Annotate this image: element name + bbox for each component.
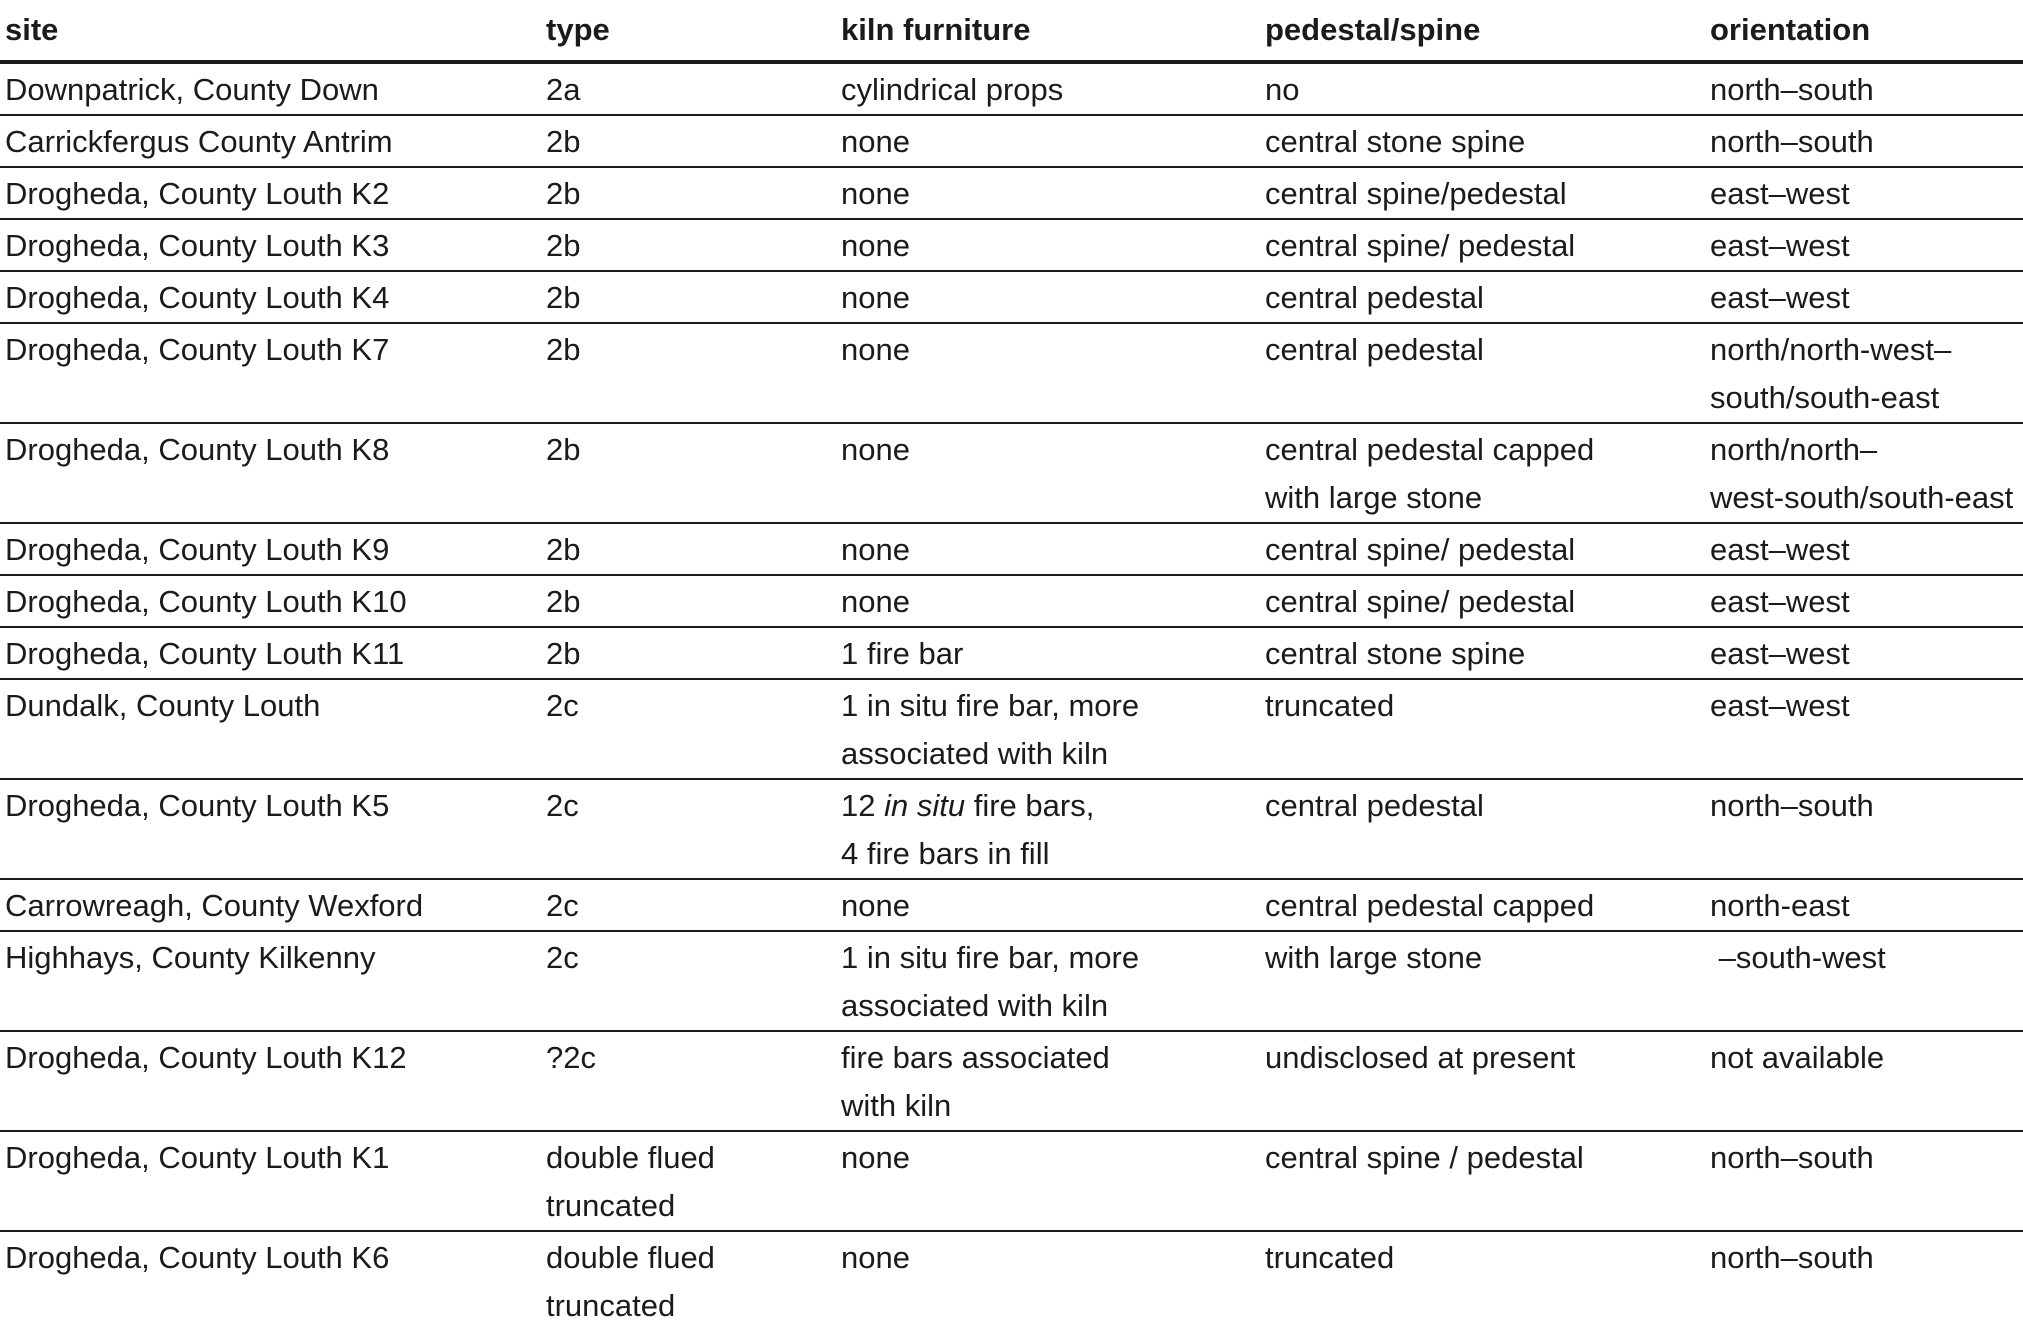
cell-line bbox=[1265, 118, 1710, 166]
cell-line bbox=[841, 730, 1265, 778]
cell-line bbox=[5, 326, 546, 374]
cell-line bbox=[841, 326, 1265, 374]
cell-text: central pedestal capped bbox=[1265, 888, 1595, 923]
cell-pedestal bbox=[1265, 879, 1710, 931]
table-row bbox=[0, 931, 2023, 1031]
cell-line bbox=[1265, 426, 1710, 474]
cell-text: Drogheda, County Louth K1 bbox=[5, 1140, 390, 1175]
cell-orientation bbox=[1710, 779, 2023, 879]
cell-orientation bbox=[1710, 679, 2023, 779]
cell-text: central spine / pedestal bbox=[1265, 1140, 1584, 1175]
cell-line bbox=[5, 66, 546, 114]
cell-text: none bbox=[841, 888, 910, 923]
cell-type bbox=[546, 523, 841, 575]
cell-site bbox=[0, 523, 546, 575]
cell-line bbox=[1710, 526, 2023, 574]
cell-line bbox=[5, 682, 546, 730]
cell-line bbox=[546, 1282, 841, 1330]
cell-type bbox=[546, 779, 841, 879]
cell-line bbox=[841, 982, 1265, 1030]
cell-line bbox=[5, 426, 546, 474]
column-header-pedestal: pedestal/spine bbox=[1265, 0, 1710, 62]
cell-kiln bbox=[841, 1231, 1265, 1331]
cell-line bbox=[546, 782, 841, 830]
cell-line bbox=[546, 66, 841, 114]
table-body bbox=[0, 62, 2023, 1331]
cell-text: central pedestal bbox=[1265, 332, 1484, 367]
cell-text: south/south-east bbox=[1710, 380, 1940, 415]
cell-text: east–west bbox=[1710, 532, 1850, 567]
cell-pedestal bbox=[1265, 1031, 1710, 1131]
cell-text: with kiln bbox=[841, 1088, 952, 1123]
table-row bbox=[0, 1131, 2023, 1231]
cell-text: west-south/south-east bbox=[1710, 480, 2014, 515]
cell-text: 2a bbox=[546, 72, 581, 107]
cell-kiln bbox=[841, 879, 1265, 931]
cell-kiln bbox=[841, 931, 1265, 1031]
cell-pedestal bbox=[1265, 115, 1710, 167]
cell-line bbox=[841, 630, 1265, 678]
cell-line bbox=[5, 578, 546, 626]
cell-line bbox=[841, 526, 1265, 574]
cell-line bbox=[5, 274, 546, 322]
cell-site bbox=[0, 323, 546, 423]
table-row bbox=[0, 575, 2023, 627]
cell-text: Drogheda, County Louth K10 bbox=[5, 584, 407, 619]
cell-text: 2b bbox=[546, 636, 581, 671]
cell-line bbox=[5, 170, 546, 218]
cell-text: none bbox=[841, 332, 910, 367]
cell-type bbox=[546, 679, 841, 779]
cell-text: north–south bbox=[1710, 124, 1874, 159]
cell-line bbox=[546, 1034, 841, 1082]
cell-text: none bbox=[841, 532, 910, 567]
cell-line bbox=[1710, 374, 2023, 422]
cell-text: none bbox=[841, 228, 910, 263]
cell-orientation bbox=[1710, 115, 2023, 167]
cell-text: truncated bbox=[546, 1188, 676, 1223]
cell-text: none bbox=[841, 1140, 910, 1175]
cell-text: not available bbox=[1710, 1040, 1885, 1075]
cell-text: 1 in situ fire bar, more bbox=[841, 940, 1140, 975]
cell-text: Drogheda, County Louth K8 bbox=[5, 432, 390, 467]
cell-text: 1 fire bar bbox=[841, 636, 964, 671]
cell-text: east–west bbox=[1710, 584, 1850, 619]
cell-site bbox=[0, 627, 546, 679]
cell-line bbox=[5, 934, 546, 982]
cell-text: truncated bbox=[546, 1288, 676, 1323]
cell-line bbox=[1265, 682, 1710, 730]
cell-kiln bbox=[841, 219, 1265, 271]
cell-line bbox=[841, 830, 1265, 878]
cell-text: 2c bbox=[546, 688, 579, 723]
cell-pedestal bbox=[1265, 323, 1710, 423]
cell-text: north–south bbox=[1710, 788, 1874, 823]
cell-text: Carrickfergus County Antrim bbox=[5, 124, 393, 159]
cell-pedestal bbox=[1265, 575, 1710, 627]
cell-text: with large stone bbox=[1265, 940, 1483, 975]
cell-line bbox=[5, 526, 546, 574]
cell-text: 1 in situ fire bar, more bbox=[841, 688, 1140, 723]
cell-type bbox=[546, 575, 841, 627]
cell-text: none bbox=[841, 176, 910, 211]
cell-site bbox=[0, 1031, 546, 1131]
table-header-row bbox=[0, 0, 2023, 62]
cell-orientation bbox=[1710, 523, 2023, 575]
cell-line bbox=[1265, 1134, 1710, 1182]
cell-line bbox=[841, 934, 1265, 982]
cell-type bbox=[546, 931, 841, 1031]
cell-kiln bbox=[841, 523, 1265, 575]
cell-text: east–west bbox=[1710, 688, 1850, 723]
cell-line bbox=[546, 170, 841, 218]
cell-line bbox=[5, 1234, 546, 1282]
cell-line bbox=[5, 1034, 546, 1082]
cell-text: 4 fire bars in fill bbox=[841, 836, 1050, 871]
table-row bbox=[0, 523, 2023, 575]
cell-line bbox=[1710, 682, 2023, 730]
cell-line bbox=[841, 782, 1265, 830]
table-row bbox=[0, 115, 2023, 167]
cell-line bbox=[546, 1182, 841, 1230]
cell-site bbox=[0, 62, 546, 115]
cell-text: 2b bbox=[546, 584, 581, 619]
cell-line bbox=[841, 66, 1265, 114]
cell-line bbox=[546, 630, 841, 678]
cell-orientation bbox=[1710, 62, 2023, 115]
cell-text: east–west bbox=[1710, 636, 1850, 671]
cell-text: Downpatrick, County Down bbox=[5, 72, 379, 107]
cell-text: undisclosed at present bbox=[1265, 1040, 1576, 1075]
cell-line bbox=[841, 274, 1265, 322]
cell-kiln bbox=[841, 679, 1265, 779]
cell-line bbox=[1710, 934, 2023, 982]
cell-pedestal bbox=[1265, 1131, 1710, 1231]
cell-text: central pedestal capped bbox=[1265, 432, 1595, 467]
cell-line bbox=[1710, 118, 2023, 166]
cell-line bbox=[5, 222, 546, 270]
cell-line bbox=[1265, 578, 1710, 626]
cell-text: 2b bbox=[546, 432, 581, 467]
cell-type bbox=[546, 423, 841, 523]
cell-text: fire bars associated bbox=[841, 1040, 1110, 1075]
cell-site bbox=[0, 575, 546, 627]
cell-text: truncated bbox=[1265, 688, 1395, 723]
cell-orientation bbox=[1710, 931, 2023, 1031]
cell-text: Carrowreagh, County Wexford bbox=[5, 888, 424, 923]
cell-text: east–west bbox=[1710, 228, 1850, 263]
cell-site bbox=[0, 1231, 546, 1331]
cell-type bbox=[546, 271, 841, 323]
cell-text: central pedestal bbox=[1265, 788, 1484, 823]
cell-pedestal bbox=[1265, 779, 1710, 879]
cell-text: Drogheda, County Louth K11 bbox=[5, 636, 405, 671]
cell-site bbox=[0, 271, 546, 323]
cell-pedestal bbox=[1265, 1231, 1710, 1331]
cell-line bbox=[5, 882, 546, 930]
cell-pedestal bbox=[1265, 679, 1710, 779]
cell-line bbox=[841, 682, 1265, 730]
cell-site bbox=[0, 931, 546, 1031]
cell-line bbox=[546, 882, 841, 930]
cell-line bbox=[1265, 66, 1710, 114]
cell-site bbox=[0, 423, 546, 523]
table-row bbox=[0, 219, 2023, 271]
cell-text: north/north-west– bbox=[1710, 332, 1952, 367]
cell-text: none bbox=[841, 124, 910, 159]
cell-site bbox=[0, 779, 546, 879]
cell-pedestal bbox=[1265, 271, 1710, 323]
cell-text: north–south bbox=[1710, 1240, 1874, 1275]
cell-orientation bbox=[1710, 219, 2023, 271]
cell-site bbox=[0, 879, 546, 931]
cell-line bbox=[1710, 782, 2023, 830]
cell-text: truncated bbox=[1265, 1240, 1395, 1275]
cell-orientation bbox=[1710, 1231, 2023, 1331]
cell-line bbox=[1265, 474, 1710, 522]
cell-text: central stone spine bbox=[1265, 636, 1526, 671]
cell-text: 2c bbox=[546, 940, 579, 975]
cell-line bbox=[1710, 170, 2023, 218]
cell-kiln bbox=[841, 575, 1265, 627]
cell-type bbox=[546, 62, 841, 115]
cell-line bbox=[1710, 882, 2023, 930]
cell-pedestal bbox=[1265, 523, 1710, 575]
cell-orientation bbox=[1710, 323, 2023, 423]
cell-kiln bbox=[841, 167, 1265, 219]
cell-text: north–south bbox=[1710, 1140, 1874, 1175]
cell-site bbox=[0, 219, 546, 271]
cell-line bbox=[841, 222, 1265, 270]
cell-text: cylindrical props bbox=[841, 72, 1064, 107]
cell-line bbox=[1265, 222, 1710, 270]
cell-type bbox=[546, 167, 841, 219]
cell-type bbox=[546, 879, 841, 931]
cell-line bbox=[1710, 222, 2023, 270]
cell-line bbox=[546, 274, 841, 322]
cell-line bbox=[546, 578, 841, 626]
cell-line bbox=[841, 1082, 1265, 1130]
cell-line bbox=[1265, 326, 1710, 374]
column-header-kiln: kiln furniture bbox=[841, 0, 1265, 62]
table-row bbox=[0, 627, 2023, 679]
cell-text: 2b bbox=[546, 176, 581, 211]
cell-line bbox=[841, 1234, 1265, 1282]
table-row bbox=[0, 323, 2023, 423]
cell-orientation bbox=[1710, 271, 2023, 323]
cell-text: Drogheda, County Louth K4 bbox=[5, 280, 390, 315]
cell-text: Drogheda, County Louth K6 bbox=[5, 1240, 390, 1275]
cell-text: double flued bbox=[546, 1140, 715, 1175]
cell-type bbox=[546, 1031, 841, 1131]
cell-kiln bbox=[841, 115, 1265, 167]
cell-line bbox=[1710, 630, 2023, 678]
cell-line bbox=[1265, 882, 1710, 930]
cell-line bbox=[1710, 474, 2023, 522]
cell-orientation bbox=[1710, 167, 2023, 219]
cell-line bbox=[546, 426, 841, 474]
cell-text: central spine/ pedestal bbox=[1265, 584, 1576, 619]
cell-line bbox=[841, 1034, 1265, 1082]
cell-site bbox=[0, 167, 546, 219]
cell-text: 2c bbox=[546, 888, 579, 923]
cell-line bbox=[1710, 326, 2023, 374]
table-row bbox=[0, 1031, 2023, 1131]
cell-line bbox=[841, 170, 1265, 218]
cell-text: no bbox=[1265, 72, 1300, 107]
cell-orientation bbox=[1710, 1131, 2023, 1231]
cell-text: 12 bbox=[841, 788, 885, 823]
cell-text: 2b bbox=[546, 280, 581, 315]
cell-text: none bbox=[841, 584, 910, 619]
cell-line bbox=[1710, 426, 2023, 474]
cell-line bbox=[1265, 1034, 1710, 1082]
cell-line bbox=[1265, 274, 1710, 322]
cell-line bbox=[5, 782, 546, 830]
cell-text: 2b bbox=[546, 332, 581, 367]
cell-line bbox=[546, 682, 841, 730]
table-row bbox=[0, 1231, 2023, 1331]
cell-line bbox=[1710, 274, 2023, 322]
cell-line bbox=[841, 882, 1265, 930]
cell-line bbox=[841, 578, 1265, 626]
cell-line bbox=[546, 222, 841, 270]
cell-line bbox=[546, 1134, 841, 1182]
column-header-type: type bbox=[546, 0, 841, 62]
cell-text: Dundalk, County Louth bbox=[5, 688, 321, 723]
cell-text: Drogheda, County Louth K2 bbox=[5, 176, 390, 211]
cell-site bbox=[0, 1131, 546, 1231]
cell-pedestal bbox=[1265, 167, 1710, 219]
table-row bbox=[0, 62, 2023, 115]
cell-text: fire bars, bbox=[965, 788, 1095, 823]
cell-line bbox=[1710, 1134, 2023, 1182]
cell-line bbox=[1265, 526, 1710, 574]
cell-line bbox=[546, 526, 841, 574]
cell-text: central spine/ pedestal bbox=[1265, 228, 1576, 263]
cell-text: 2c bbox=[546, 788, 579, 823]
table-row bbox=[0, 879, 2023, 931]
cell-text: –south-west bbox=[1710, 940, 1886, 975]
cell-pedestal bbox=[1265, 931, 1710, 1031]
cell-line bbox=[5, 630, 546, 678]
cell-text: north-east bbox=[1710, 888, 1850, 923]
cell-line bbox=[546, 326, 841, 374]
cell-text: central pedestal bbox=[1265, 280, 1484, 315]
cell-orientation bbox=[1710, 575, 2023, 627]
cell-orientation bbox=[1710, 879, 2023, 931]
table-row bbox=[0, 423, 2023, 523]
table-row bbox=[0, 679, 2023, 779]
cell-pedestal bbox=[1265, 423, 1710, 523]
cell-text: east–west bbox=[1710, 280, 1850, 315]
cell-kiln bbox=[841, 423, 1265, 523]
cell-text: 2b bbox=[546, 228, 581, 263]
cell-text: central spine/ pedestal bbox=[1265, 532, 1576, 567]
cell-line bbox=[1265, 170, 1710, 218]
cell-text: Drogheda, County Louth K3 bbox=[5, 228, 390, 263]
cell-line bbox=[1710, 1234, 2023, 1282]
cell-text: Drogheda, County Louth K9 bbox=[5, 532, 390, 567]
cell-text: Drogheda, County Louth K7 bbox=[5, 332, 390, 367]
cell-kiln bbox=[841, 1131, 1265, 1231]
cell-text: Drogheda, County Louth K12 bbox=[5, 1040, 407, 1075]
cell-text: double flued bbox=[546, 1240, 715, 1275]
cell-orientation bbox=[1710, 423, 2023, 523]
cell-text: central stone spine bbox=[1265, 124, 1526, 159]
cell-site bbox=[0, 115, 546, 167]
cell-line bbox=[1265, 1234, 1710, 1282]
cell-line bbox=[1265, 782, 1710, 830]
cell-kiln bbox=[841, 627, 1265, 679]
cell-text: with large stone bbox=[1265, 480, 1483, 515]
cell-text: none bbox=[841, 1240, 910, 1275]
table-row bbox=[0, 167, 2023, 219]
cell-type bbox=[546, 1231, 841, 1331]
cell-text: none bbox=[841, 280, 910, 315]
cell-line bbox=[1710, 578, 2023, 626]
cell-line bbox=[841, 426, 1265, 474]
cell-kiln bbox=[841, 779, 1265, 879]
cell-kiln bbox=[841, 1031, 1265, 1131]
cell-type bbox=[546, 627, 841, 679]
cell-line bbox=[841, 118, 1265, 166]
cell-line bbox=[5, 1134, 546, 1182]
cell-kiln bbox=[841, 271, 1265, 323]
cell-text: ?2c bbox=[546, 1040, 596, 1075]
cell-line bbox=[546, 934, 841, 982]
cell-line bbox=[841, 1134, 1265, 1182]
cell-pedestal bbox=[1265, 219, 1710, 271]
cell-line bbox=[1265, 630, 1710, 678]
cell-orientation bbox=[1710, 627, 2023, 679]
cell-text: central spine/pedestal bbox=[1265, 176, 1567, 211]
cell-text: 2b bbox=[546, 532, 581, 567]
cell-line bbox=[1710, 1034, 2023, 1082]
cell-type bbox=[546, 219, 841, 271]
cell-kiln bbox=[841, 62, 1265, 115]
cell-text: none bbox=[841, 432, 910, 467]
cell-text: Highhays, County Kilkenny bbox=[5, 940, 376, 975]
cell-text: north–south bbox=[1710, 72, 1874, 107]
cell-pedestal bbox=[1265, 627, 1710, 679]
column-header-orientation: orientation bbox=[1710, 0, 2023, 62]
column-header-site: site bbox=[0, 0, 546, 62]
cell-text: associated with kiln bbox=[841, 736, 1109, 771]
cell-line bbox=[546, 118, 841, 166]
cell-line bbox=[546, 1234, 841, 1282]
table-row bbox=[0, 779, 2023, 879]
cell-text: north/north– bbox=[1710, 432, 1878, 467]
cell-type bbox=[546, 1131, 841, 1231]
cell-text: 2b bbox=[546, 124, 581, 159]
cell-pedestal bbox=[1265, 62, 1710, 115]
cell-site bbox=[0, 679, 546, 779]
cell-text: east–west bbox=[1710, 176, 1850, 211]
cell-line bbox=[1265, 934, 1710, 982]
cell-text: associated with kiln bbox=[841, 988, 1109, 1023]
cell-line bbox=[1710, 66, 2023, 114]
cell-kiln bbox=[841, 323, 1265, 423]
cell-type bbox=[546, 323, 841, 423]
cell-type bbox=[546, 115, 841, 167]
cell-text-italic: in situ bbox=[884, 788, 966, 823]
cell-line bbox=[5, 118, 546, 166]
cell-orientation bbox=[1710, 1031, 2023, 1131]
cell-text: Drogheda, County Louth K5 bbox=[5, 788, 390, 823]
table-row bbox=[0, 271, 2023, 323]
